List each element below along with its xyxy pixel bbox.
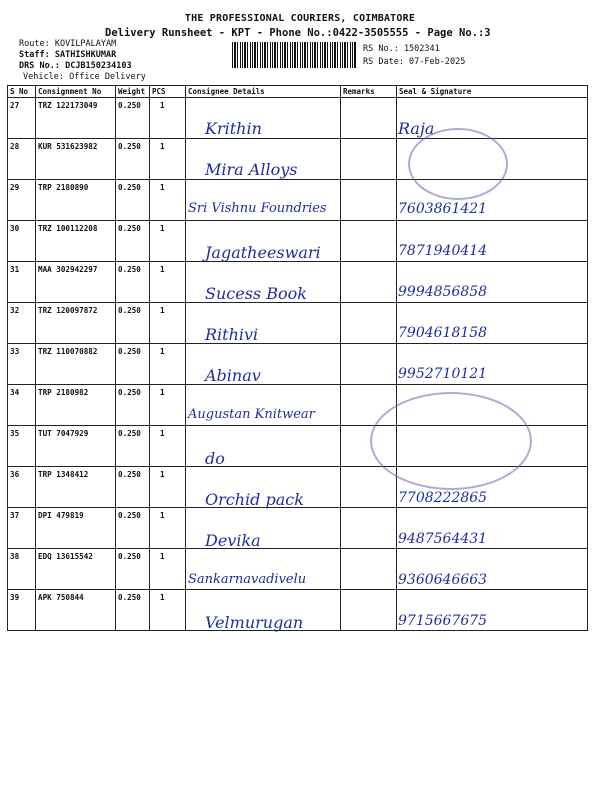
cell-pcs: 1 [150,139,186,180]
cell-sno: 34 [8,385,36,426]
handwritten-signature: 9715667675 [398,613,488,630]
cell-consignment: TUT 7047929 [36,426,116,467]
handwritten-signature: 9360646663 [398,572,488,589]
handwritten-signature: 9994856858 [398,283,488,300]
drs-value: DCJB150234103 [65,61,132,71]
runsheet-title: Delivery Runsheet - KPT - Phone No.:0422-3505555 - Page No.:3 [105,27,491,39]
table-row [8,303,588,344]
vehicle-line [23,72,146,82]
handwritten-consignee: Devika [205,531,261,550]
round-stamp [370,392,532,490]
cell-sno: 38 [8,549,36,590]
cell-sno: 35 [8,426,36,467]
table-row [8,98,588,139]
cell-remarks [341,549,397,590]
handwritten-consignee: Sucess Book [205,283,307,303]
cell-pcs: 1 [150,262,186,303]
cell-remarks [341,262,397,303]
company-seal [408,128,508,200]
company-title: THE PROFESSIONAL COURIERS, COIMBATORE [184,13,416,24]
cell-weight: 0.250 [116,221,150,262]
cell-consignment: MAA 302942297 [36,262,116,303]
table-row [8,344,588,385]
handwritten-consignee: Sri Vishnu Foundries [188,201,327,217]
cell-weight: 0.250 [116,426,150,467]
col-pcs: PCS [150,86,186,98]
cell-consignment: TRZ 120097872 [36,303,116,344]
col-weight: Weight [116,86,150,98]
route-label: Route: [19,39,50,49]
cell-sno: 31 [8,262,36,303]
cell-pcs: 1 [150,98,186,139]
drs-line [19,61,132,71]
cell-consignment: TRZ 122173049 [36,98,116,139]
cell-weight: 0.250 [116,344,150,385]
table-row [8,508,588,549]
handwritten-signature: 9487564431 [398,531,488,547]
cell-weight: 0.250 [116,180,150,221]
route-value: KOVILPALAYAM [54,39,117,49]
cell-remarks [341,139,397,180]
cell-weight: 0.250 [116,385,150,426]
cell-sno: 27 [8,98,36,139]
cell-weight: 0.250 [116,549,150,590]
cell-consignment: TRP 2180982 [36,385,116,426]
vehicle-label: Vehicle: [23,72,64,82]
cell-sno: 28 [8,139,36,180]
cell-pcs: 1 [150,303,186,344]
cell-sno: 36 [8,467,36,508]
cell-pcs: 1 [150,221,186,262]
cell-remarks [341,344,397,385]
handwritten-consignee: Velmurugan [205,613,304,633]
handwritten-consignee: do [205,448,225,468]
cell-consignment: TRZ 110070882 [36,344,116,385]
col-consignee: Consignee Details [186,86,341,98]
cell-consignment: TRP 1348412 [36,467,116,508]
cell-pcs: 1 [150,180,186,221]
col-signature: Seal & Signature [397,86,588,98]
cell-consignment: EDQ 13615542 [36,549,116,590]
cell-remarks [341,180,397,221]
table-header-row [8,86,588,98]
cell-sno: 30 [8,221,36,262]
cell-weight: 0.250 [116,467,150,508]
staff-line [19,50,116,60]
cell-remarks [341,467,397,508]
cell-pcs: 1 [150,508,186,549]
rs-date: RS Date: 07-Feb-2025 [363,57,466,67]
cell-sno: 33 [8,344,36,385]
col-sno: S No [8,86,36,98]
handwritten-consignee: Augustan Knitwear [188,407,315,423]
handwritten-consignee: Rithivi [205,325,259,344]
cell-weight: 0.250 [116,303,150,344]
cell-weight: 0.250 [116,139,150,180]
route-line [19,39,116,49]
cell-sno: 37 [8,508,36,549]
cell-weight: 0.250 [116,98,150,139]
cell-consignment: TRZ 100112208 [36,221,116,262]
handwritten-consignee: Mira Alloys [205,160,298,180]
handwritten-signature: 9952710121 [398,366,488,383]
cell-weight: 0.250 [116,508,150,549]
handwritten-signature: 7871940414 [398,242,488,259]
cell-sno: 32 [8,303,36,344]
cell-pcs: 1 [150,344,186,385]
handwritten-signature: 7708222865 [398,489,488,506]
cell-sno: 39 [8,590,36,631]
cell-sno: 29 [8,180,36,221]
handwritten-consignee: Jagatheeswari [205,242,321,262]
cell-remarks [341,508,397,549]
cell-consignment: DPI 479819 [36,508,116,549]
vehicle-value: Office Delivery [69,72,146,82]
handwritten-signature: 7603861421 [398,201,488,218]
cell-remarks [341,590,397,631]
handwritten-signature: 7904618158 [398,325,488,341]
staff-label: Staff: [19,50,50,60]
cell-consignment: TRP 2180890 [36,180,116,221]
cell-pcs: 1 [150,385,186,426]
handwritten-consignee: Abinav [205,366,261,386]
cell-pcs: 1 [150,426,186,467]
cell-weight: 0.250 [116,590,150,631]
cell-weight: 0.250 [116,262,150,303]
drs-label: DRS No.: [19,61,60,71]
cell-remarks [341,303,397,344]
cell-pcs: 1 [150,590,186,631]
handwritten-consignee: Sankarnavadivelu [188,572,307,588]
staff-value: SATHISHKUMAR [54,50,117,60]
rs-number: RS No.: 1502341 [363,44,440,54]
cell-remarks [341,221,397,262]
col-consignment: Consignment No [36,86,116,98]
cell-pcs: 1 [150,467,186,508]
cell-pcs: 1 [150,549,186,590]
handwritten-consignee: Orchid pack [205,489,304,509]
cell-consignment: APK 750844 [36,590,116,631]
col-remarks: Remarks [341,86,397,98]
cell-consignment: KUR 531623982 [36,139,116,180]
handwritten-signature: Raja [398,119,435,138]
cell-remarks [341,98,397,139]
handwritten-consignee: Krithin [205,119,262,138]
barcode [232,42,356,68]
